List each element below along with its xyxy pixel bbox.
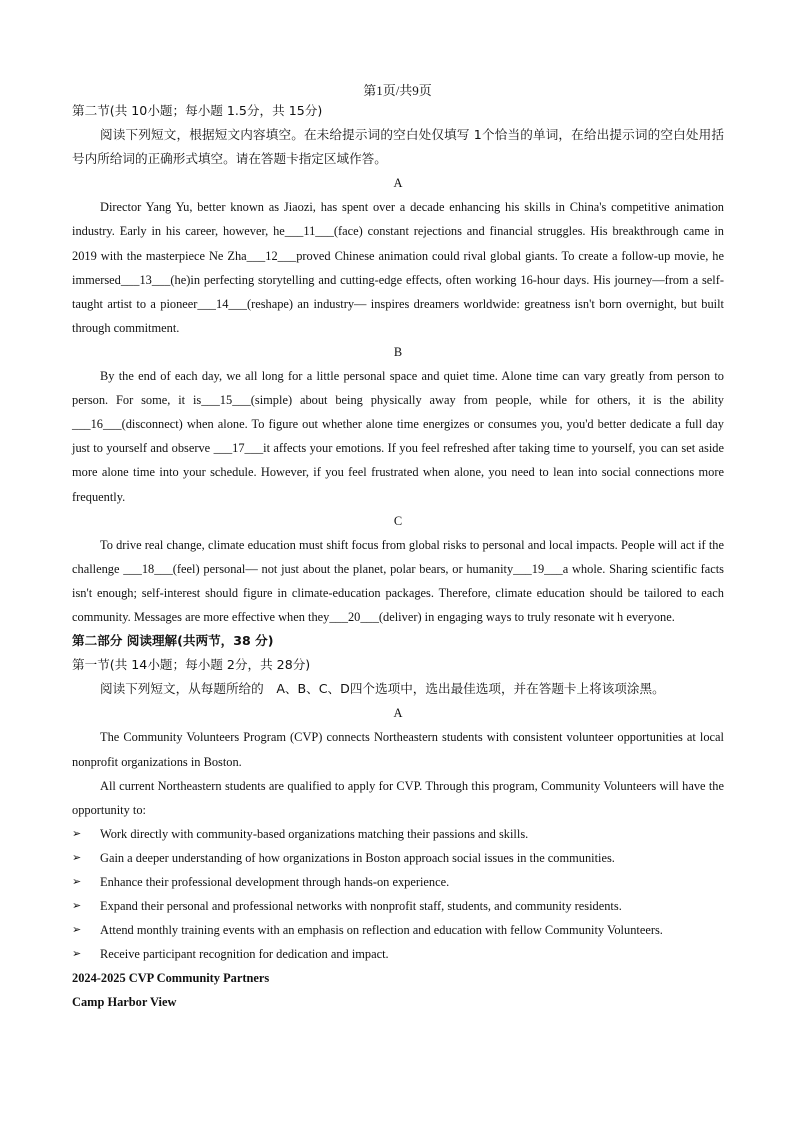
list-item-text: Receive participant recognition for dedication and impact. [100,947,389,962]
part2-section1-header: 第一节(共 14小题；每小题 2分，共 28分) [72,657,311,673]
list-item [72,822,724,846]
section2-header: 第二节(共 10小题；每小题 1.5分，共 15分) [72,103,323,118]
list-item [72,846,724,870]
arrow-bullet-icon: ➢ [72,899,82,913]
list-item-text: Enhance their professional development through hands-on experience. [100,875,450,889]
cvp-eligibility-paragraph: All current Northeastern students are qualified to apply for CVP. Through this program, Community Volunteers will have the opportunity to: [72,778,724,817]
arrow-bullet-icon: ➢ [72,850,82,864]
page-number: 第1页/共9页 [363,83,432,98]
reading-passage-a-label: A [393,706,403,721]
list-item-text: Expand their personal and professional networks with nonprofit staff, students, and community residents. [100,899,622,914]
list-item [72,942,724,966]
passage-c-label: C [393,513,403,528]
passage-a-text: Director Yang Yu, better known as Jiaozi, has spent over a decade enhancing his skills in China's competitive animation industry. Early in his career, however, he___11___(face) constant rejections and financial struggles. His breakthrough came in 2019 with the masterpiece Ne Zha___12___proved Chinese animation could rival global giants. To create a follow-up movie, he immersed___13___(he)in perfecting storytelling and cutting-edge effects, often working 16-hour days. His journey—from a self-taught artist to a pioneer___14___(reshape) an industry— inspires dreamers worldwide: greatness isn't born overnight, but built through commitment. [72,200,724,335]
passage-b-text: By the end of each day, we all long for a little personal space and quiet time. Alone time can vary greatly from person to person. For some, it is___15___(simple) about being physically away from people, while for others, it is the ability ___16___(disconnect) when alone. To figure out whether alone time energizes or consumes you, you'd better dedicate a full day just to yourself and observe ___17___it affects your emotions. If you feel refreshed after taking time to yourself, you can set aside more alone time into your schedule. However, if you feel frustrated when alone, you need to lean into social connections more frequently. [72,369,724,504]
cvp-partners-title: 2024-2025 CVP Community Partners [72,971,270,986]
cvp-benefits-list [72,822,724,967]
passage-c-text: To drive real change, climate education must shift focus from global risks to personal and local impacts. People will act if the challenge ___18___(feel) personal— not just about the planet, polar bears, or humanity___19___a whole. Sharing scientific facts isn't enough; self-interest should figure in climate-education packages. Therefore, climate education should be tailored to each community. Messages are more effective when they___20___(deliver) in engaging ways to truly resonate wit h everyone. [72,537,724,624]
arrow-bullet-icon: ➢ [72,875,82,888]
list-item [72,894,724,918]
list-item-text: Work directly with community-based organizations matching their passions and skills. [100,826,529,841]
section2-instructions: 阅读下列短文，根据短文内容填空。在未给提示词的空白处仅填写 1个恰当的单词，在给出提示词的空白处用括号内所给词的正确形式填空。请在答题卡指定区域作答。 [72,127,724,167]
arrow-bullet-icon: ➢ [72,826,82,840]
part2-header: 第二部分 阅读理解(共两节，38 分) [72,633,274,649]
arrow-bullet-icon: ➢ [72,947,82,961]
page-content [72,99,724,1015]
part2-instructions: 阅读下列短文，从每题所给的 A、B、C、D四个选项中，选出最佳选项，并在答题卡上将该项涂黑。 [100,681,665,697]
list-item [72,918,724,942]
passage-a-label: A [393,176,403,191]
list-item [72,870,724,894]
cvp-intro-paragraph: The Community Volunteers Program (CVP) connects Northeastern students with consistent volunteer opportunities at local nonprofit organizations in Boston. [72,730,724,769]
arrow-bullet-icon: ➢ [72,923,82,937]
passage-b-label: B [393,344,403,359]
list-item-text: Attend monthly training events with an emphasis on reflection and education with fellow Community Volunteers. [100,923,663,938]
list-item-text: Gain a deeper understanding of how organizations in Boston approach social issues in the communities. [100,850,615,865]
partner-name: Camp Harbor View [72,995,177,1010]
